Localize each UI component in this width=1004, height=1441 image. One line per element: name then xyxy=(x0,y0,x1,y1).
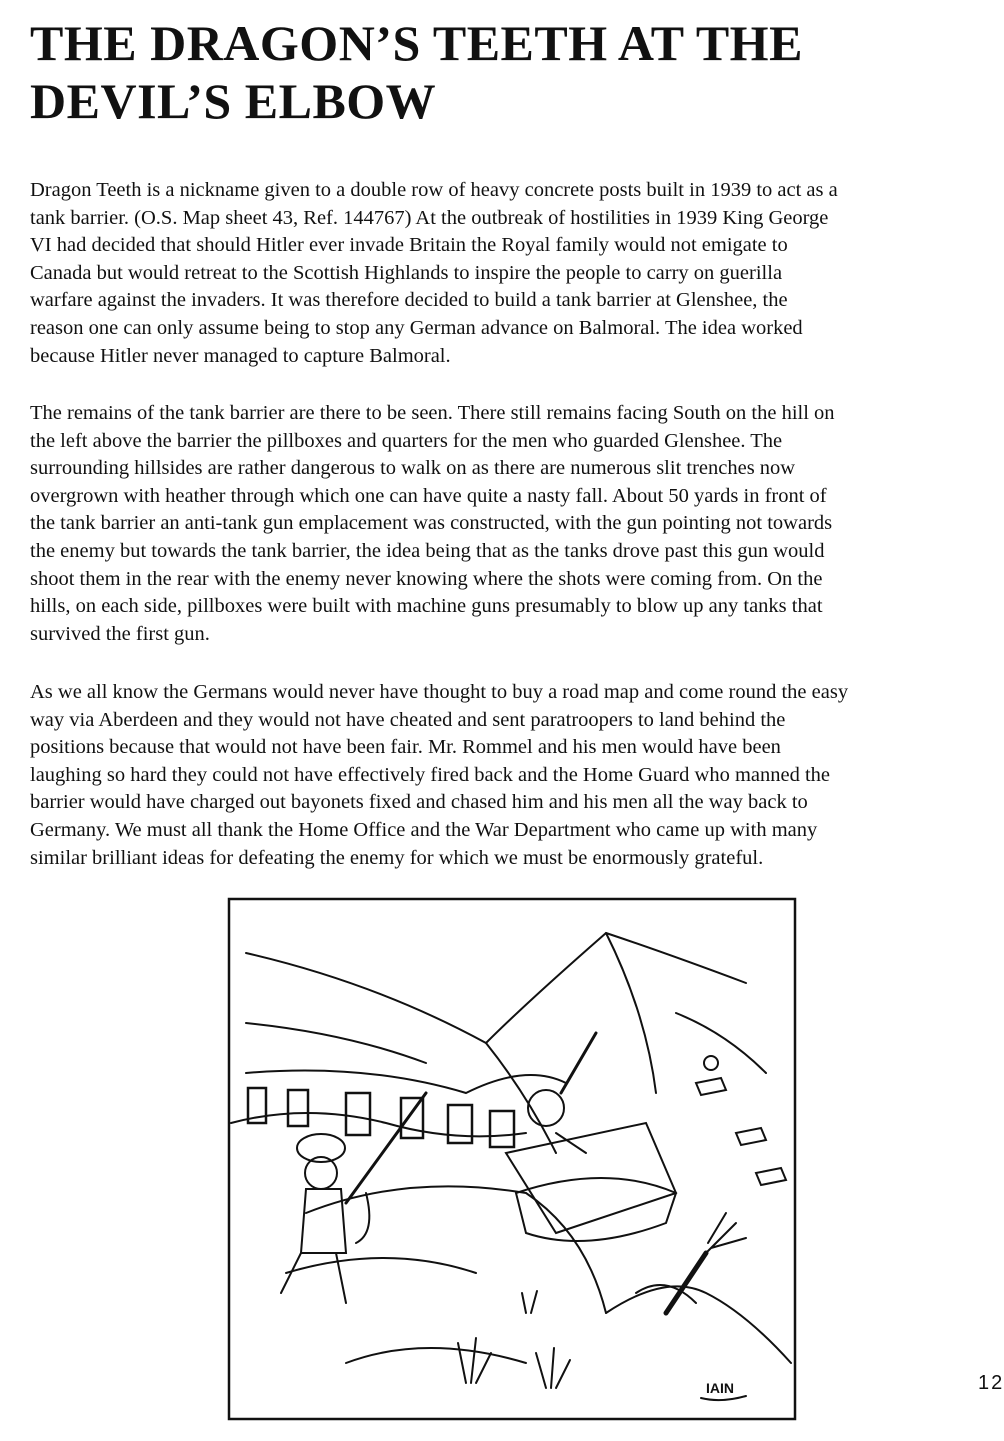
text-line: Canada but would retreat to the Scottish Highlands to inspire the people to carry on guerilla xyxy=(30,261,783,284)
text-line: similar brilliant ideas for defeating the enemy for which we must be enormously grateful. xyxy=(30,846,764,869)
text-line: tank barrier. (O.S. Map sheet 43, Ref. 144767) At the outbreak of hostilities in 1939 King George xyxy=(30,206,829,229)
text-line: The remains of the tank barrier are there to be seen. There still remains facing South on the hill on xyxy=(30,402,835,424)
cartoon-illustration xyxy=(226,893,798,1423)
text-line: way via Aberdeen and they would not have cheated and sent paratroopers to land behind the xyxy=(30,708,786,731)
text-line: Dragon Teeth is a nickname given to a double row of heavy concrete posts built in 1939 to act as a xyxy=(30,179,838,201)
text-line: the enemy but towards the tank barrier, the idea being that as the tanks drove past this gun would xyxy=(30,539,825,562)
title-line: DEVIL’S ELBOW xyxy=(30,73,437,129)
page-number: 12 xyxy=(978,1372,1004,1394)
paragraph-2 xyxy=(30,400,835,648)
page-title xyxy=(30,14,803,130)
text-line: shoot them in the rear with the enemy never knowing where the shots were coming from. On the xyxy=(30,567,823,590)
text-line: Germany. We must all thank the Home Office and the War Department who came up with many xyxy=(30,818,818,841)
text-line: laughing so hard they could not have effectively fired back and the Home Guard who manned the xyxy=(30,763,831,786)
text-line: because Hitler never managed to capture Balmoral. xyxy=(30,344,451,367)
text-line: the tank barrier an anti-tank gun emplacement was constructed, with the gun pointing not towards xyxy=(30,512,833,535)
text-line: the left above the barrier the pillboxes and quarters for the men who guarded Glenshee. The xyxy=(30,429,783,452)
title-line: THE DRAGON’S TEETH AT THE xyxy=(30,15,803,71)
text-line: survived the first gun. xyxy=(30,622,210,645)
text-line: As we all know the Germans would never have thought to buy a road map and come round the easy xyxy=(30,681,849,703)
text-line: VI had decided that should Hitler ever invade Britain the Royal family would not emigate to xyxy=(30,234,788,257)
artist-signature: IAIN xyxy=(706,1380,734,1396)
text-line: reason one can only assume being to stop any German advance on Balmoral. The idea worked xyxy=(30,316,803,339)
paragraph-1 xyxy=(30,177,838,370)
dragon-teeth-posts xyxy=(248,1088,514,1147)
grass xyxy=(458,1291,570,1388)
paragraph-3 xyxy=(30,679,848,872)
text-line: surrounding hillsides are rather dangerous to walk on as there are numerous slit trenches now xyxy=(30,457,796,480)
distant-tanks xyxy=(696,1056,786,1185)
text-line: overgrown with heather through which one can have quite a nasty fall. About 50 yards in front of xyxy=(30,484,827,507)
text-line: hills, on each side, pillboxes were built with machine guns presumably to blow up any tanks that xyxy=(30,595,823,618)
text-line: positions because that would not have been fair. Mr. Rommel and his men would have been xyxy=(30,736,781,759)
text-line: warfare against the invaders. It was therefore decided to build a tank barrier at Glenshee, the xyxy=(30,289,788,312)
signature-underline xyxy=(701,1396,746,1400)
text-line: barrier would have charged out bayonets fixed and chased him and his men all the way back to xyxy=(30,791,808,814)
